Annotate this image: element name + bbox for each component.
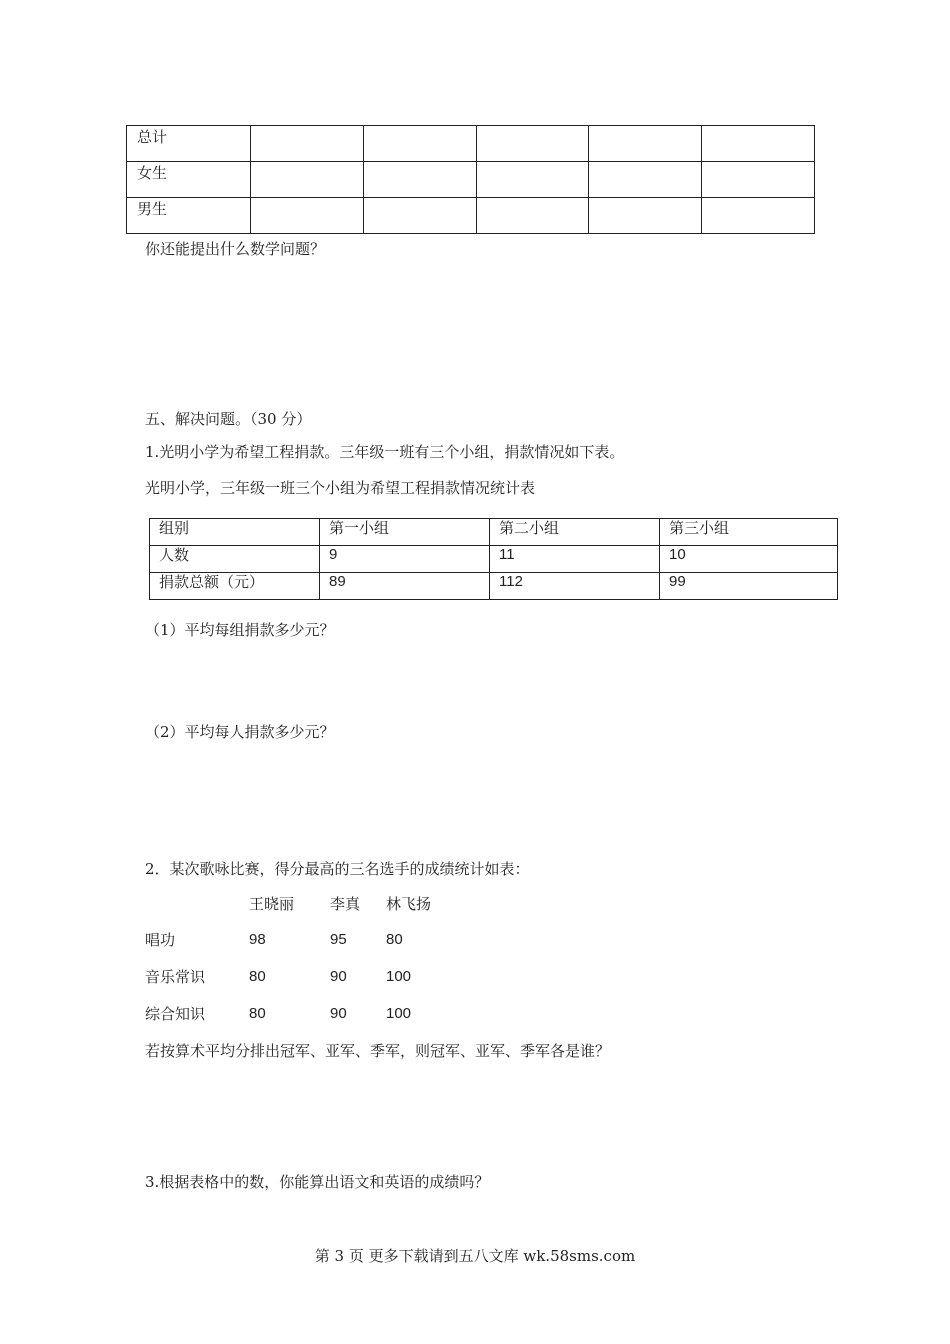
table-row [150, 573, 838, 600]
blank-cell [250, 198, 363, 234]
row-label-girls: 女生 [127, 162, 251, 198]
header-cell: 第二小组 [490, 519, 660, 546]
score-value: 90 [330, 968, 347, 985]
score-value: 80 [249, 1005, 266, 1022]
q2-intro: 2．某次歌咏比赛，得分最高的三名选手的成绩统计如表： [145, 860, 530, 878]
table-row [127, 126, 815, 162]
score-row-label: 综合知识 [145, 1005, 206, 1023]
row-label-total: 总计 [127, 126, 251, 162]
row-label: 人数 [150, 546, 320, 573]
extra-question: 你还能提出什么数学问题？ [145, 240, 326, 258]
blank-cell [702, 198, 815, 234]
table-row [150, 546, 838, 573]
table-header-row [150, 519, 838, 546]
blank-cell [702, 162, 815, 198]
section-heading: 五、解决问题。（30 分） [145, 410, 312, 428]
header-cell: 第一小组 [320, 519, 490, 546]
q3-intro: 3.根据表格中的数，你能算出语文和英语的成绩吗？ [145, 1173, 490, 1191]
score-value: 80 [249, 968, 266, 985]
score-value: 100 [386, 968, 412, 985]
blank-cell [589, 198, 702, 234]
table-row [127, 198, 815, 234]
table-cell: 112 [490, 573, 660, 600]
header-cell: 组别 [150, 519, 320, 546]
q1-table-title: 光明小学，三年级一班三个小组为希望工程捐款情况统计表 [145, 479, 536, 497]
contestant-name: 林飞扬 [386, 895, 432, 913]
blank-cell [589, 162, 702, 198]
table-cell: 11 [490, 546, 660, 573]
table-cell: 99 [660, 573, 838, 600]
blank-cell [363, 126, 476, 162]
q2-question: 若按算术平均分排出冠军、亚军、季军，则冠军、亚军、季军各是谁？ [145, 1042, 611, 1060]
donation-table [149, 518, 838, 600]
blank-cell [589, 126, 702, 162]
contestant-name: 李真 [330, 895, 361, 913]
blank-cell [250, 162, 363, 198]
q1-sub2: （2）平均每人捐款多少元？ [145, 723, 335, 741]
table-row [127, 162, 815, 198]
blank-cell [476, 126, 589, 162]
blank-cell [363, 198, 476, 234]
blank-cell [476, 198, 589, 234]
table-cell: 10 [660, 546, 838, 573]
table-cell: 9 [320, 546, 490, 573]
q1-sub1: （1）平均每组捐款多少元？ [145, 621, 335, 639]
score-value: 80 [386, 931, 403, 948]
contestant-name: 王晓丽 [249, 895, 295, 913]
q1-intro: 1.光明小学为希望工程捐款。三年级一班有三个小组，捐款情况如下表。 [145, 443, 625, 461]
row-label-boys: 男生 [127, 198, 251, 234]
blank-cell [476, 162, 589, 198]
blank-cell [702, 126, 815, 162]
blank-cell [250, 126, 363, 162]
score-value: 90 [330, 1005, 347, 1022]
score-row-label: 音乐常识 [145, 968, 206, 986]
score-value: 100 [386, 1005, 412, 1022]
header-cell: 第三小组 [660, 519, 838, 546]
score-row-label: 唱功 [145, 931, 176, 949]
row-label: 捐款总额（元） [150, 573, 320, 600]
score-value: 98 [249, 931, 266, 948]
gender-count-table [126, 125, 815, 234]
score-value: 95 [330, 931, 347, 948]
blank-cell [363, 162, 476, 198]
page-footer: 第 3 页 更多下载请到五八文库 wk.58sms.com [314, 1247, 636, 1265]
table-cell: 89 [320, 573, 490, 600]
